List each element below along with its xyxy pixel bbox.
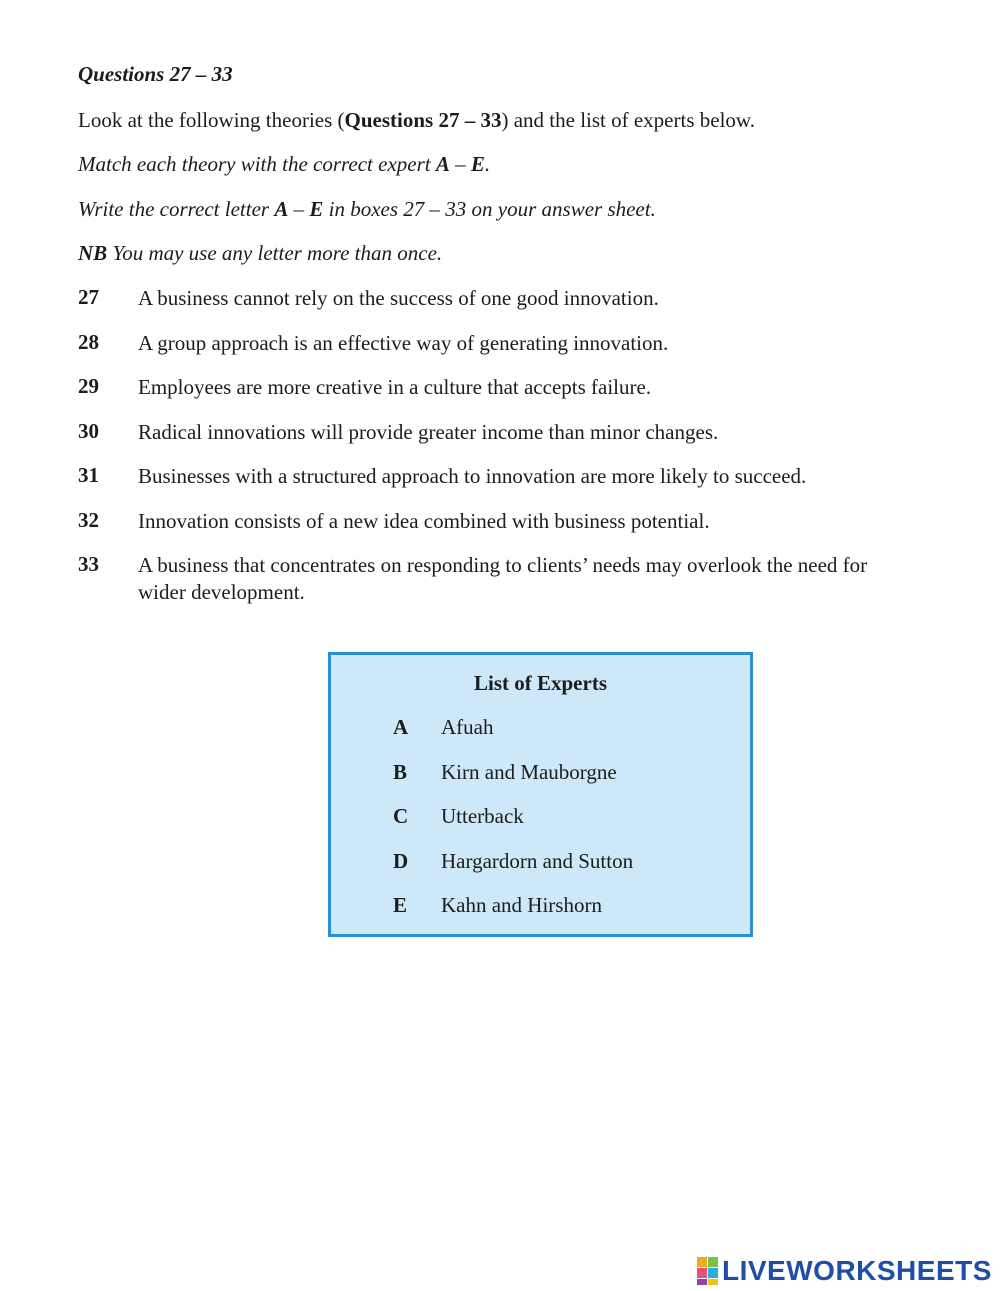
question-text: A group approach is an effective way of generating innovation. bbox=[138, 331, 669, 355]
expert-name: Kahn and Hirshorn bbox=[441, 893, 602, 917]
question-text: A business that concentrates on responding to clients’ needs may overlook the need for wider development. bbox=[138, 553, 868, 604]
question-text: A business cannot rely on the success of one good innovation. bbox=[138, 286, 659, 310]
expert-name: Hargardorn and Sutton bbox=[441, 849, 634, 873]
section-heading: Questions 27 – 33 bbox=[78, 62, 233, 86]
expert-letter: E bbox=[393, 893, 408, 917]
instruction-line-3: Write the correct letter A – E in boxes 27 – 33 on your answer sheet. bbox=[78, 197, 656, 221]
logo-blocks-icon bbox=[697, 1257, 718, 1285]
question-text: Radical innovations will provide greater income than minor changes. bbox=[138, 420, 719, 444]
question-number: 30 bbox=[78, 419, 99, 443]
question-text: Businesses with a structured approach to innovation are more likely to succeed. bbox=[138, 464, 807, 488]
expert-letter: D bbox=[393, 849, 409, 873]
question-number: 28 bbox=[78, 330, 99, 354]
question-number: 29 bbox=[78, 374, 99, 398]
experts-box bbox=[328, 652, 753, 937]
instruction-line-2: Match each theory with the correct expert A – E. bbox=[78, 152, 491, 176]
instruction-line-1: Look at the following theories (Questions 27 – 33) and the list of experts below. bbox=[78, 108, 755, 132]
question-number: 27 bbox=[78, 285, 99, 309]
question-text: Employees are more creative in a culture that accepts failure. bbox=[138, 375, 652, 399]
question-number: 32 bbox=[78, 508, 99, 532]
expert-letter: B bbox=[393, 760, 408, 784]
instruction-line-4: NB You may use any letter more than once. bbox=[78, 241, 443, 265]
experts-title: List of Experts bbox=[474, 671, 607, 695]
expert-name: Kirn and Mauborgne bbox=[441, 760, 617, 784]
expert-name: Utterback bbox=[441, 804, 524, 828]
question-text: Innovation consists of a new idea combined with business potential. bbox=[138, 509, 710, 533]
question-number: 33 bbox=[78, 552, 99, 576]
liveworksheets-logo[interactable] bbox=[697, 1256, 992, 1286]
expert-letter: A bbox=[393, 715, 409, 739]
logo-text: LIVEWORKSHEETS bbox=[722, 1255, 992, 1286]
expert-letter: C bbox=[393, 804, 409, 828]
question-number: 31 bbox=[78, 463, 99, 487]
expert-name: Afuah bbox=[441, 715, 494, 739]
